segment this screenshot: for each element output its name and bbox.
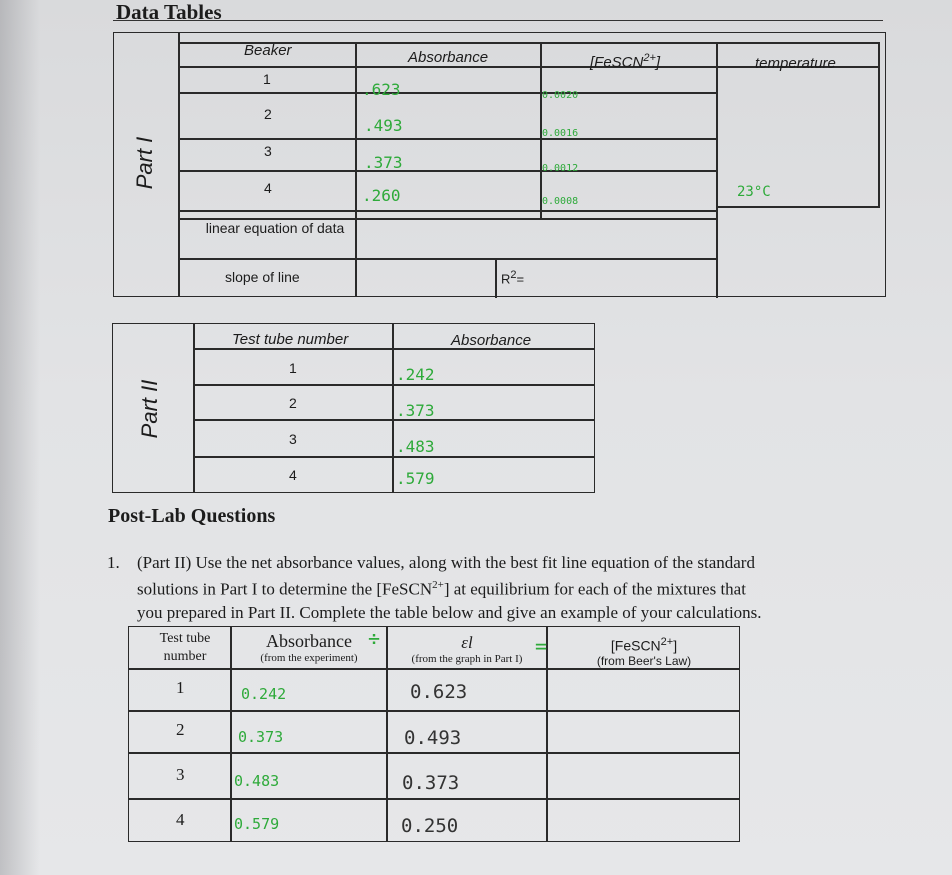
part1-absorbance-3: .373 [364,153,403,172]
results-tube-header: Test tube number [159,631,211,664]
part1-side-label: Part I [132,136,157,190]
beaker-4: 4 [264,180,272,196]
part2-header-bottom [193,348,595,350]
results-tube-2: 2 [176,720,185,739]
part1-conc-3: 0.0012 [542,163,579,174]
beaker-header: Beaker [244,42,292,59]
part1-conc-1: 0.0020 [542,90,579,101]
r-squared-label: $R^2=$ [501,269,525,287]
results-row-line-3 [128,798,740,800]
part2-col-divider [392,323,394,493]
part1-row-line-3 [178,170,718,172]
page-shadow [0,0,40,875]
part1-row-line-6 [178,258,718,260]
results-el-2: 0.493 [404,727,462,749]
results-header-bottom [128,668,740,670]
tube-2: 2 [289,395,297,411]
test-tube-header: Test tube number [232,331,349,348]
part1-row-line-2 [178,138,718,140]
postlab-heading: Post-Lab Questions [108,505,276,527]
part1-conc-2: 0.0016 [542,128,579,139]
results-absorbance-1: 0.242 [241,685,287,703]
results-el-1: 0.623 [410,681,468,703]
results-absorbance-2: 0.373 [238,728,284,746]
beaker-1: 1 [263,71,271,87]
results-tube-3: 3 [176,765,185,784]
part2-row-line-2 [193,419,595,421]
part2-absorbance-3: .483 [396,437,435,456]
part1-conc-4: 0.0008 [542,196,579,207]
results-el-3: 0.373 [402,772,460,794]
equals-annotation: = [535,634,548,658]
part1-temp-bottom [716,206,880,208]
divide-annotation: ÷ [368,626,381,650]
results-absorbance-header: Absorbance (from the experiment) [260,631,358,664]
tube-1: 1 [289,360,297,376]
temperature-value: 23°C [737,184,771,200]
part2-side-label: Part II [137,379,162,439]
title-rule [113,20,883,21]
results-tube-1: 1 [176,678,185,697]
beaker-2: 2 [264,106,272,122]
part2-absorbance-2: .373 [396,401,435,420]
part2-row-line-1 [193,384,595,386]
results-el-header: εl (from the graph in Part I) [411,633,523,665]
part1-absorbance-4: .260 [362,186,401,205]
tube-4: 4 [289,467,297,483]
linear-equation-label: linear equation of data [205,220,345,236]
part2-absorbance-1: .242 [396,365,435,384]
results-row-line-2 [128,752,740,754]
part1-r2-divider [495,258,497,298]
part1-absorbance-1: .623 [362,80,401,99]
part1-row-line-4 [178,210,718,212]
concentration-header: [FeSCN$^{2+}$] [590,52,661,71]
absorbance-header: Absorbance [408,49,489,66]
results-conc-header: [FeSCN$^{2+}$] (from Beer's Law) [596,636,692,668]
part1-temp-right [878,42,880,207]
results-el-4: 0.250 [401,815,459,837]
part1-absorbance-2: .493 [364,116,403,135]
slope-label: slope of line [225,269,300,285]
part1-row-line-1 [178,92,718,94]
page-title: Data Tables [116,0,222,24]
results-absorbance-3: 0.483 [234,772,280,790]
beaker-3: 3 [264,143,272,159]
part2-absorbance-header: Absorbance [451,332,532,349]
results-tube-4: 4 [176,810,185,829]
results-absorbance-4: 0.579 [234,815,280,833]
tube-3: 3 [289,431,297,447]
question-1-text: (Part II) Use the net absorbance values, along with the best fit line equation of the standard solutions in Part I to determine the [FeSCN$^{2+}$] at equilibrium for each of the mixtures that you prepared in Part II. Complete the table below and give an example of your calculations. [137,553,762,622]
part2-row-line-3 [193,456,595,458]
results-row-line-1 [128,710,740,712]
temperature-header: temperature [755,55,836,72]
part2-absorbance-4: .579 [396,469,435,488]
question-1-number: 1. [107,553,120,572]
